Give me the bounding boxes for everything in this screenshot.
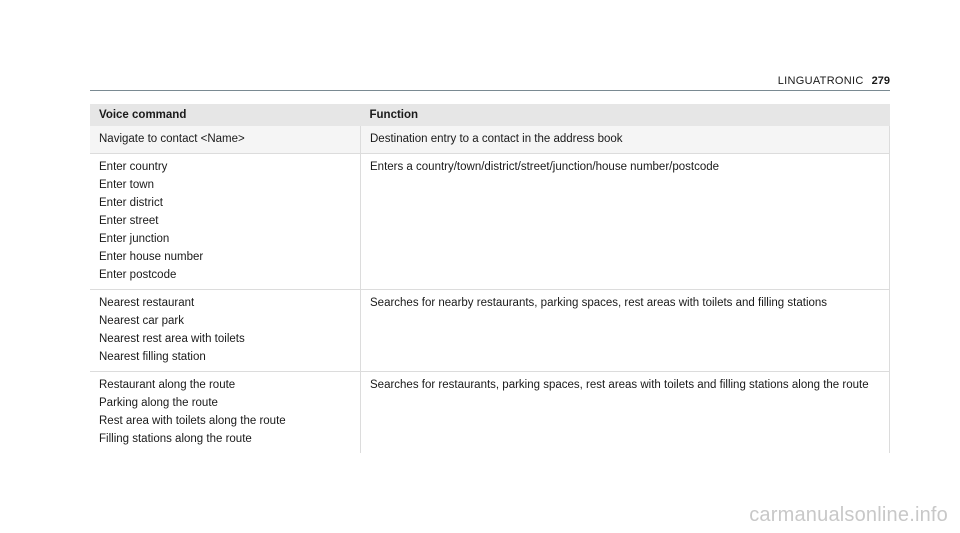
voice-command: Enter postcode — [99, 269, 177, 281]
function-cell: Searches for restaurants, parking spaces, rest areas with toilets and filling stations along the route — [361, 372, 890, 454]
voice-command-cell — [90, 126, 361, 154]
voice-command-cell — [90, 154, 361, 290]
table-row — [90, 154, 890, 290]
voice-command: Enter house number — [99, 251, 204, 263]
voice-command: Enter district — [99, 197, 163, 209]
section-title: LINGUATRONIC — [777, 75, 864, 87]
function-cell: Searches for nearby restaurants, parking spaces, rest areas with toilets and filling stations — [361, 290, 890, 372]
voice-command: Nearest rest area with toilets — [99, 333, 245, 345]
column-header-voice-command: Voice command — [90, 104, 361, 126]
voice-command: Enter town — [99, 179, 154, 191]
table-row — [90, 126, 890, 154]
table-header-row — [90, 104, 890, 126]
voice-command: Enter street — [99, 215, 159, 227]
watermark: carmanualsonline.info — [749, 504, 948, 526]
voice-command-cell — [90, 290, 361, 372]
voice-command: Filling stations along the route — [99, 433, 252, 445]
voice-command-cell — [90, 372, 361, 454]
voice-command: Enter country — [99, 161, 168, 173]
function-cell: Enters a country/town/district/street/junction/house number/postcode — [361, 154, 890, 290]
voice-command: Rest area with toilets along the route — [99, 415, 286, 427]
voice-command: Enter junction — [99, 233, 170, 245]
table-row — [90, 290, 890, 372]
voice-command-table — [90, 104, 890, 453]
voice-command: Nearest restaurant — [99, 297, 195, 309]
voice-command: Restaurant along the route — [99, 379, 236, 391]
page-header — [90, 74, 890, 91]
table-row — [90, 372, 890, 454]
voice-command: Nearest car park — [99, 315, 185, 327]
voice-command: Parking along the route — [99, 397, 218, 409]
function-cell: Destination entry to a contact in the address book — [361, 126, 890, 154]
voice-command: Navigate to contact <Name> — [99, 133, 245, 145]
voice-command: Nearest filling station — [99, 351, 206, 363]
column-header-function: Function — [361, 104, 890, 126]
page-number: 279 — [871, 75, 890, 87]
